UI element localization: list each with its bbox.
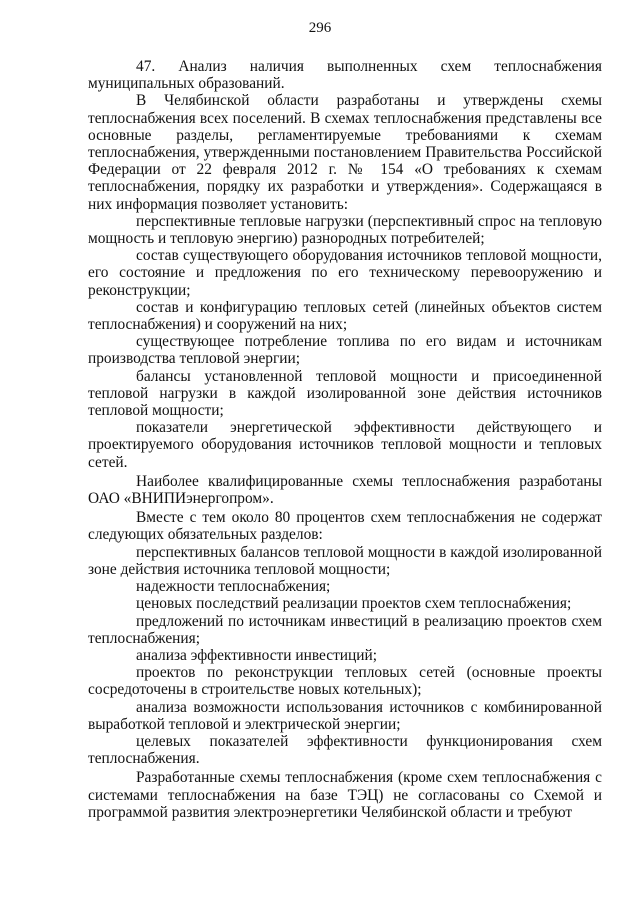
list-item: существующее потребление топлива по его видам и источникам производства тепловой энергии; (88, 333, 602, 368)
paragraph: Наиболее квалифицированные схемы теплоснабжения разработаны ОАО «ВНИПИэнергопром». (88, 472, 602, 508)
list-item: анализа возможности использования источников с комбинированной выработкой тепловой и электрической энергии; (88, 698, 602, 733)
list-item: перспективных балансов тепловой мощности в каждой изолированной зоне действия источника тепловой мощности; (88, 543, 602, 578)
list-item: анализа эффективности инвестиций; (136, 646, 378, 664)
paragraph: Разработанные схемы теплоснабжения (кроме схем теплоснабжения с системами теплоснабжения на базе ТЭЦ) не согласованы со Схемой и программой развития электроэнергетики Челябинской области и требуют (88, 769, 602, 821)
list-item: надежности теплоснабжения; (136, 578, 331, 596)
paragraph: В Челябинской области разработаны и утверждены схемы теплоснабжения всех поселений. В схемах теплоснабжения представлены все основные разделы, регламентируемые требованиями к схемам теплоснабжения, утвержденными постановлением Правительства Российской Федерации от 22 февраля 2012 г. № 154 «О требованиях к схемам теплоснабжения, порядку их разработки и утверждения». Содержащаяся в них информация позволяет установить: (88, 92, 602, 213)
list-item: показатели энергетической эффективности действующего и проектируемого оборудования источников тепловой мощности и тепловых сетей. (88, 419, 602, 471)
paragraph-heading: 47. Анализ наличия выполненных схем теплоснабжения муниципальных образований. (88, 58, 602, 93)
list-item: состав и конфигурацию тепловых сетей (линейных объектов систем теплоснабжения) и сооружений на них; (88, 298, 602, 334)
paragraph: Вместе с тем около 80 процентов схем теплоснабжения не содержат следующих обязательных разделов: (88, 509, 602, 544)
list-item: балансы установленной тепловой мощности и присоединенной тепловой нагрузки в каждой изолированной зоне действия источников тепловой мощности; (88, 367, 602, 420)
list-item: ценовых последствий реализации проектов схем теплоснабжения; (136, 595, 572, 613)
list-item: перспективные тепловые нагрузки (перспективный спрос на тепловую мощность и тепловую энергию) разнородных потребителей; (88, 212, 602, 248)
list-item: предложений по источникам инвестиций в реализацию проектов схем теплоснабжения; (88, 612, 602, 647)
body-text (88, 58, 602, 821)
page-number: 296 (308, 20, 332, 36)
list-item: проектов по реконструкции тепловых сетей (основные проекты сосредоточены в строительстве новых котельных); (88, 664, 602, 699)
list-item: состав существующего оборудования источников тепловой мощности, его состояние и предложения по его техническому перевооружению и реконструкции; (88, 247, 602, 299)
list-item: целевых показателей эффективности функционирования схем теплоснабжения. (88, 732, 602, 768)
